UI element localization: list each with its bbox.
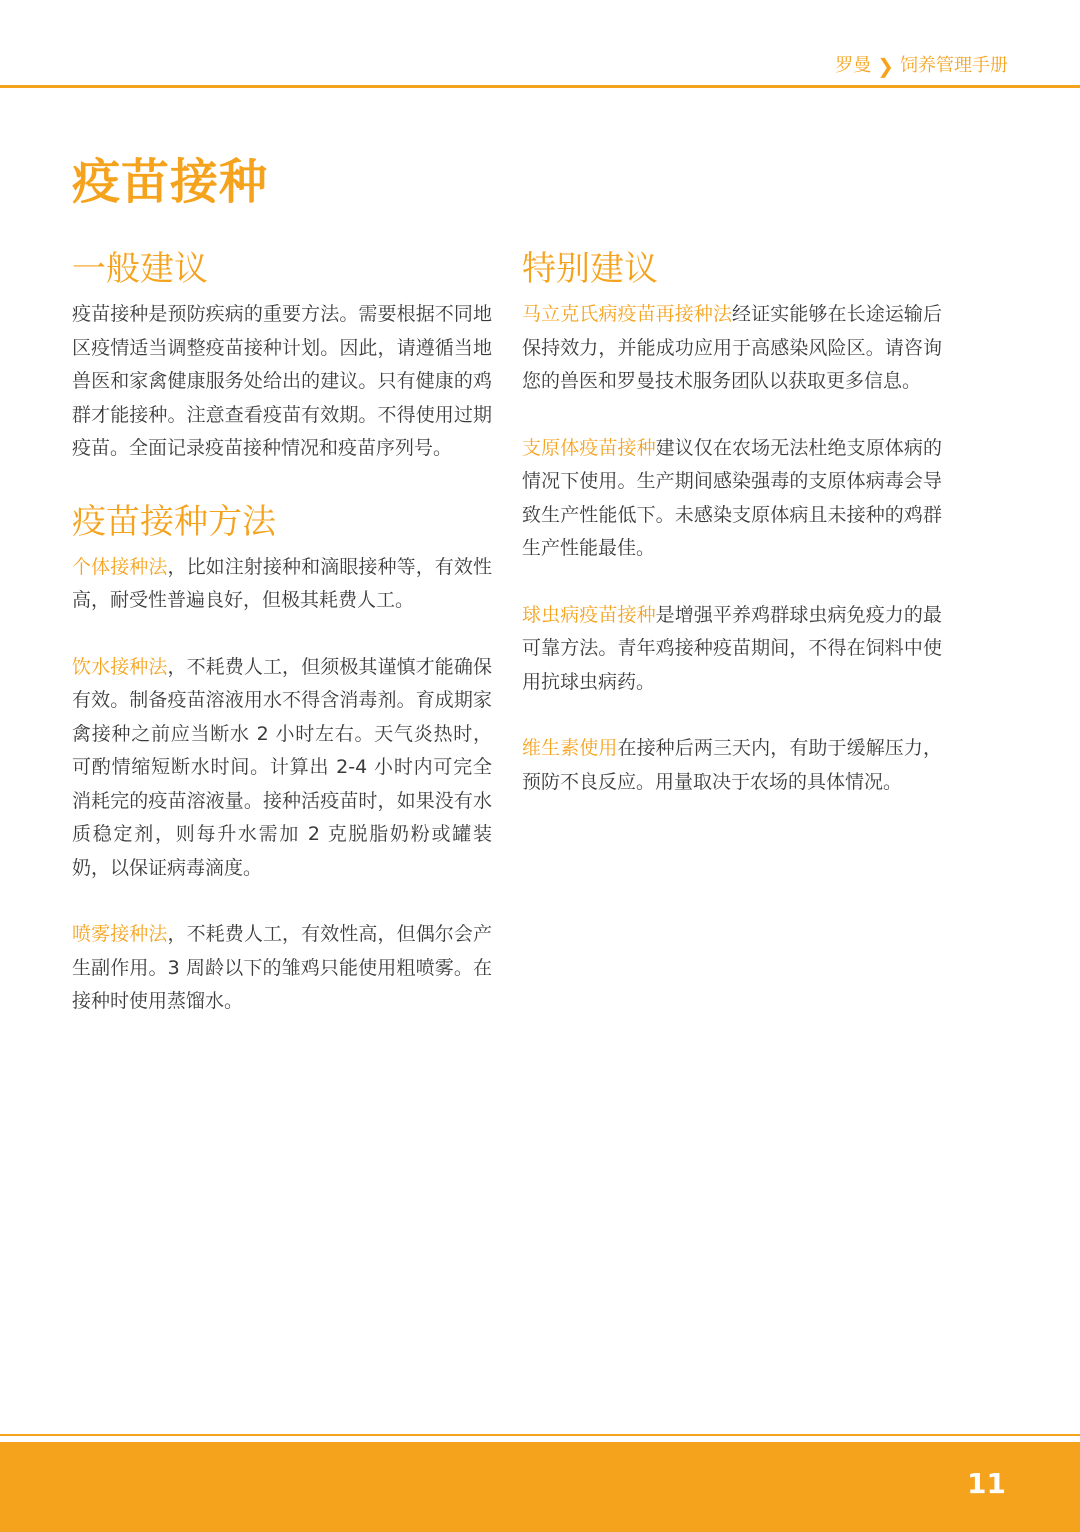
method-item [72,651,492,886]
breadcrumb-brand: 罗曼 [835,55,872,76]
method-text: ，不耗费人工，有效性高，但偶尔会产生副作用。3 周龄以下的雏鸡只能使用粗喷雾。在接种时使用蒸馏水。 [72,923,492,1012]
page-header [0,0,1080,88]
header-divider [0,85,1080,88]
method-term: 个体接种法 [72,555,168,578]
special-term: 支原体疫苗接种 [522,436,656,459]
breadcrumb [835,54,1008,78]
method-term: 喷雾接种法 [72,923,168,945]
method-item [72,551,492,618]
special-text: 在接种后两三天内，有助于缓解压力，预防不良反应。用量取决于农场的具体情况。 [522,737,942,793]
special-text: 是增强平养鸡群球虫病免疫力的最可靠方法。青年鸡接种疫苗期间，不得在饲料中使用抗球虫病药。 [522,603,942,693]
general-advice-text: 疫苗接种是预防疾病的重要方法。需要根据不同地区疫情适当调整疫苗接种计划。因此，请遵循当地兽医和家禽健康服务处给出的建议。只有健康的鸡群才能接种。注意查看疫苗有效期。不得使用过期疫苗。全面记录疫苗接种情况和疫苗序列号。 [72,303,492,459]
special-term: 球虫病疫苗接种 [522,603,656,626]
special-item [522,732,942,799]
section-heading-general: 一般建议 [72,249,208,289]
page-number: 11 [967,1467,1006,1500]
page-title: 疫苗接种 [72,154,269,210]
footer-divider [0,1434,1080,1436]
special-item [522,432,942,566]
right-column [522,246,942,832]
left-column [72,246,492,1052]
special-text: 经证实能够在长途运输后保持效力，并能成功应用于高感染风险区。请咨询您的兽医和罗曼技术服务团队以获取更多信息。 [522,303,942,392]
section-heading-methods: 疫苗接种方法 [72,501,276,542]
page-footer [0,1442,1080,1532]
method-term: 饮水接种法 [72,655,168,678]
special-term: 马立克氏病疫苗再接种法 [522,303,733,325]
method-text: ，不耗费人工，但须极其谨慎才能确保有效。制备疫苗溶液用水不得含消毒剂。育成期家禽接种之前应当断水 2 小时左右。天气炎热时，可酌情缩短断水时间。计算出 2-4 小时内可完全消耗完的疫苗溶液量。接种活疫苗时，如果没有水质稳定剂，则每升水需加 2 克脱脂奶粉或罐装奶，以保证病毒滴度。 [72,655,492,879]
method-item [72,918,492,1019]
chevron-right-icon: ❯ [877,54,894,78]
section-heading-special: 特别建议 [522,249,658,289]
special-item [522,599,942,700]
special-term: 维生素使用 [522,737,618,759]
method-text: ，比如注射接种和滴眼接种等，有效性高，耐受性普遍良好，但极其耗费人工。 [72,555,492,611]
special-item [522,298,942,399]
special-text: 建议仅在农场无法杜绝支原体病的情况下使用。生产期间感染强毒的支原体病毒会导致生产性能低下。未感染支原体病且未接种的鸡群生产性能最佳。 [522,436,942,559]
breadcrumb-section: 饲养管理手册 [900,55,1008,76]
